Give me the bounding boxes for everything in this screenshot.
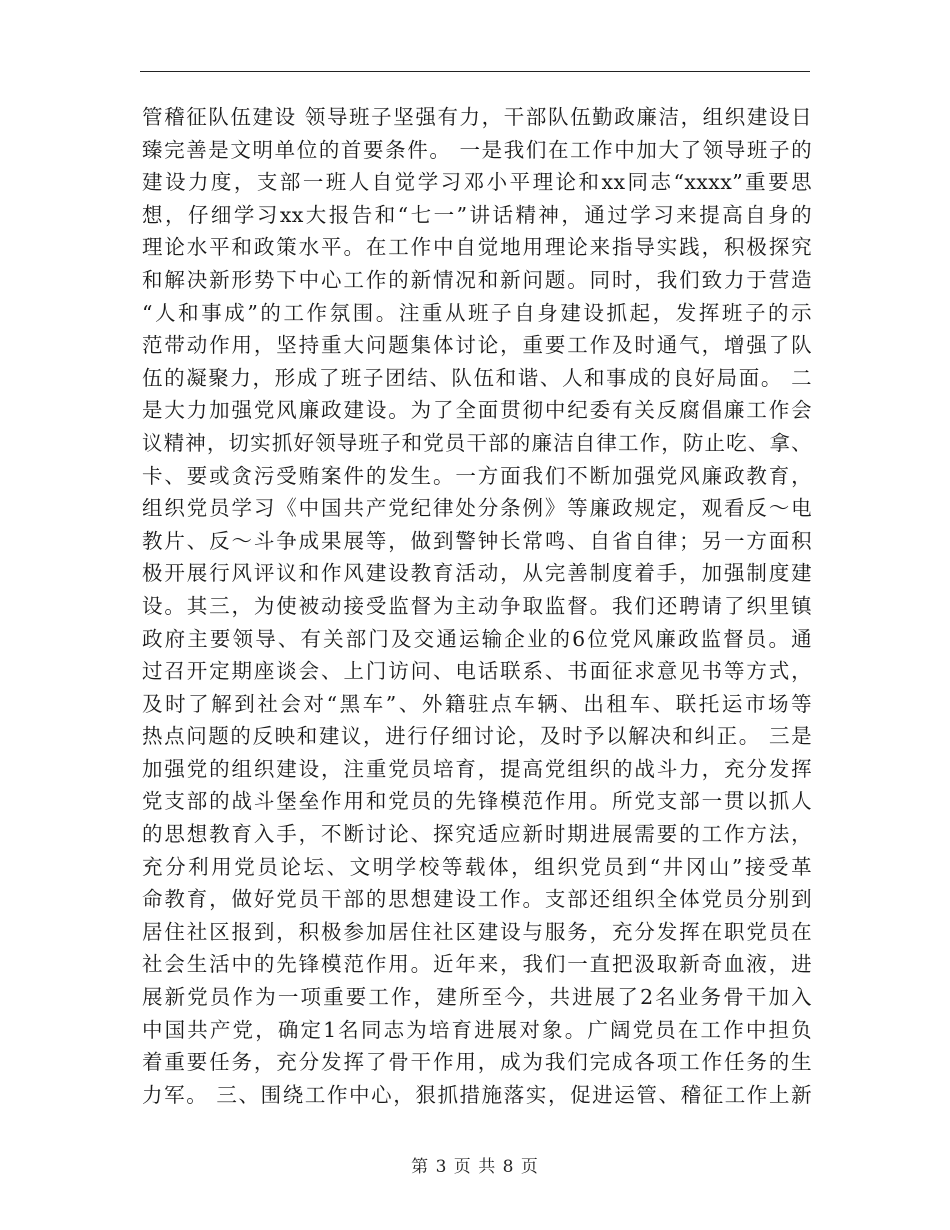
- text-line: 范带动作用，坚持重大问题集体讨论，重要工作及时通气，增强了队: [142, 333, 812, 358]
- text-line: 教片、反～斗争成果展等，做到警钟长常鸣、自省自律；另一方面积: [142, 528, 812, 553]
- text-line: 建设力度，支部一班人自觉学习邓小平理论和xx同志“xxxx”重要思: [142, 170, 812, 195]
- text-line: 及时了解到社会对“黑车”、外籍驻点车辆、出租车、联托运市场等: [142, 691, 812, 716]
- text-line: 加强党的组织建设，注重党员培育，提高党组织的战斗力，充分发挥: [142, 756, 812, 781]
- text-line: 着重要任务，充分发挥了骨干作用，成为我们完成各项工作任务的生: [142, 1050, 812, 1075]
- text-line: 伍的凝聚力，形成了班子团结、队伍和谐、人和事成的良好局面。 二: [142, 365, 812, 390]
- text-line: 卡、要或贪污受贿案件的发生。一方面我们不断加强党风廉政教育，: [142, 463, 812, 488]
- text-line: 展新党员作为一项重要工作，建所至今，共进展了2名业务骨干加入: [142, 985, 812, 1010]
- text-line: 充分利用党员论坛、文明学校等载体，组织党员到“井冈山”接受革: [142, 854, 812, 879]
- text-line: 是大力加强党风廉政建设。为了全面贯彻中纪委有关反腐倡廉工作会: [142, 398, 812, 423]
- text-line: 和解决新形势下中心工作的新情况和新问题。同时，我们致力于营造: [142, 267, 812, 292]
- text-line: “人和事成”的工作氛围。注重从班子自身建设抓起，发挥班子的示: [142, 300, 812, 325]
- text-line: 管稽征队伍建设 领导班子坚强有力，干部队伍勤政廉洁，组织建设日: [142, 105, 812, 129]
- page-number: 第 3 页 共 8 页: [411, 1157, 539, 1177]
- text-line: 组织党员学习《中国共产党纪律处分条例》等廉政规定，观看反～电: [142, 496, 812, 521]
- text-line: 议精神，切实抓好领导班子和党员干部的廉洁自律工作，防止吃、拿、: [142, 430, 812, 455]
- text-line: 设。其三，为使被动接受监督为主动争取监督。我们还聘请了织里镇: [142, 593, 812, 618]
- text-line: 力军。 三、围绕工作中心，狠抓措施落实，促进运管、稽征工作上新: [142, 1082, 812, 1107]
- text-line: 社会生活中的先锋模范作用。近年来，我们一直把汲取新奇血液，进: [142, 952, 812, 977]
- header-rule: [140, 71, 810, 72]
- text-line: 的思想教育入手，不断讨论、探究适应新时期进展需要的工作方法，: [142, 822, 812, 847]
- text-line: 居住社区报到，积极参加居住社区建设与服务，充分发挥在职党员在: [142, 919, 812, 944]
- text-line: 过召开定期座谈会、上门访问、电话联系、书面征求意见书等方式，: [142, 659, 812, 684]
- text-line: 臻完善是文明单位的首要条件。 一是我们在工作中加大了领导班子的: [142, 137, 812, 162]
- text-line: 命教育，做好党员干部的思想建设工作。支部还组织全体党员分别到: [142, 887, 812, 912]
- document-body: [142, 101, 812, 1111]
- text-line: 极开展行风评议和作风建设教育活动，从完善制度着手，加强制度建: [142, 561, 812, 586]
- text-line: 理论水平和政策水平。在工作中自觉地用理论来指导实践，积极探究: [142, 235, 812, 260]
- text-line: 政府主要领导、有关部门及交通运输企业的6位党风廉政监督员。通: [142, 626, 812, 651]
- text-line: 想，仔细学习xx大报告和“七一”讲话精神，通过学习来提高自身的: [142, 202, 812, 227]
- text-line: 热点问题的反映和建议，进行仔细讨论，及时予以解决和纠正。 三是: [142, 724, 812, 749]
- text-line: 中国共产党，确定1名同志为培育进展对象。广阔党员在工作中担负: [142, 1017, 812, 1042]
- text-line: 党支部的战斗堡垒作用和党员的先锋模范作用。所党支部一贯以抓人: [142, 789, 812, 814]
